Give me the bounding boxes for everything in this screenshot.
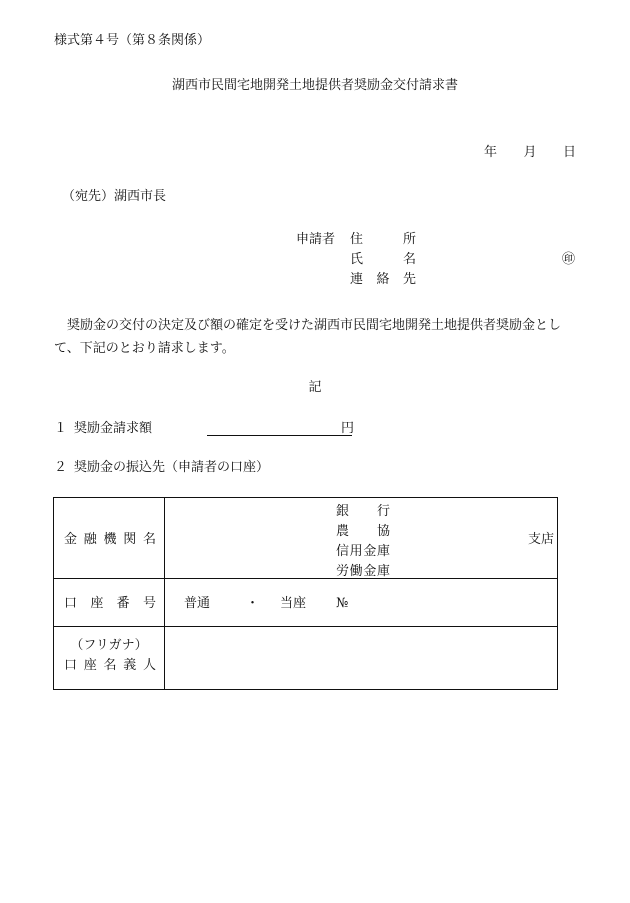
contact-char: 先	[402, 272, 416, 287]
body-text-line1: 奨励金の交付の決定及び額の確定を受けた湖西市民間宅地開発土地提供者奨励金とし	[67, 318, 562, 333]
table-column-divider	[164, 498, 165, 689]
recipient: （宛先）湖西市長	[62, 189, 167, 204]
bank-type-ginko[interactable]	[336, 502, 390, 522]
applicant-label: 申請者	[296, 232, 336, 247]
label-char: 関	[123, 532, 137, 547]
label-char: 口	[64, 596, 78, 611]
date-month: 月	[523, 145, 537, 160]
address-char: 住	[350, 232, 364, 247]
bank-type-char: 農	[336, 524, 350, 539]
item2-number: ２	[54, 460, 68, 475]
item1-label: 奨励金請求額	[74, 421, 153, 436]
bank-type-char: 金	[363, 564, 377, 579]
account-type-separator: ・	[246, 596, 260, 611]
ki-heading: 記	[308, 380, 322, 395]
table-row-divider	[54, 626, 557, 627]
label-char: 融	[83, 532, 97, 547]
label-char: 号	[142, 596, 156, 611]
label-char: 座	[90, 596, 104, 611]
amount-unit: 円	[341, 421, 355, 436]
bank-type-nokyo[interactable]	[336, 522, 390, 542]
account-holder-label	[64, 658, 156, 674]
bank-type-char: 労	[336, 564, 350, 579]
bank-type-char: 銀	[336, 504, 350, 519]
seal-mark: ㊞	[562, 252, 576, 267]
label-char: 座	[83, 658, 97, 673]
bank-type-options	[336, 502, 390, 582]
institution-name-label	[64, 532, 156, 548]
bank-type-char: 働	[349, 564, 363, 579]
item2-label: 奨励金の振込先（申請者の口座）	[74, 460, 270, 475]
address-char: 所	[402, 232, 416, 247]
form-number: 様式第４号（第８条関係）	[54, 33, 211, 48]
furigana-label: （フリガナ）	[70, 638, 148, 653]
date-day: 日	[562, 145, 576, 160]
contact-char: 絡	[376, 272, 390, 287]
bank-type-shinkin[interactable]	[336, 542, 390, 562]
bank-type-rokin[interactable]	[336, 562, 390, 582]
bank-type-char: 行	[376, 504, 390, 519]
account-type-touza[interactable]: 当座	[280, 596, 307, 611]
label-char: 名	[103, 658, 117, 673]
bank-type-char: 信	[336, 544, 350, 559]
label-char: 義	[123, 658, 137, 673]
bank-type-char: 金	[363, 544, 377, 559]
label-char: 人	[142, 658, 156, 673]
bank-type-char: 庫	[376, 544, 390, 559]
applicant-address-label	[350, 232, 416, 248]
bank-account-table	[53, 497, 558, 690]
item1-number: １	[54, 421, 68, 436]
branch-label: 支店	[528, 532, 555, 547]
bank-type-char: 用	[349, 544, 363, 559]
body-text-line2: て、下記のとおり請求します。	[54, 341, 235, 356]
label-char: 金	[64, 532, 78, 547]
label-char: 機	[103, 532, 117, 547]
account-type-futsu[interactable]: 普通	[184, 596, 211, 611]
applicant-contact-label	[350, 272, 416, 288]
table-row-divider	[54, 578, 557, 579]
account-number-label	[64, 596, 156, 612]
document-title: 湖西市民間宅地開発土地提供者奨励金交付請求書	[171, 78, 458, 93]
bank-type-char: 協	[376, 524, 390, 539]
label-char: 名	[142, 532, 156, 547]
label-char: 番	[116, 596, 130, 611]
contact-char: 連	[350, 272, 364, 287]
name-char: 名	[402, 252, 416, 267]
bank-type-char: 庫	[376, 564, 390, 579]
amount-input-line[interactable]	[207, 418, 355, 436]
account-number-symbol: №	[336, 596, 349, 611]
name-char: 氏	[350, 252, 364, 267]
date-line	[484, 145, 576, 161]
applicant-name-label	[350, 252, 416, 268]
date-year: 年	[484, 145, 498, 160]
label-char: 口	[64, 658, 78, 673]
